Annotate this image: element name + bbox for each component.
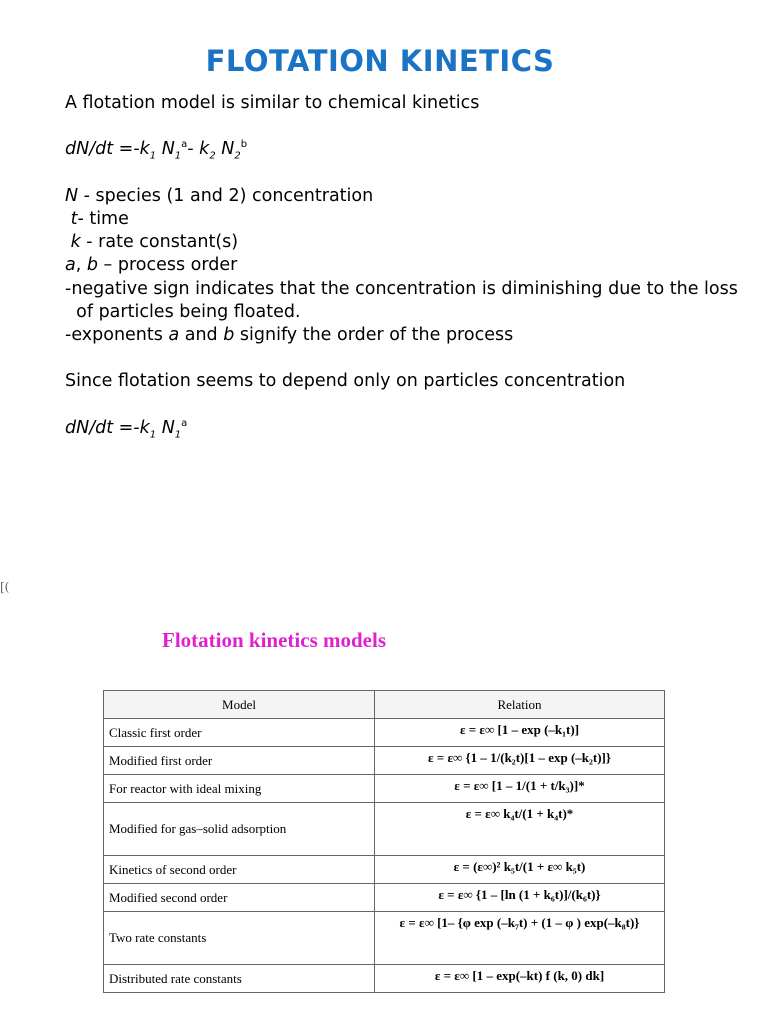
model-cell: For reactor with ideal mixing [104, 775, 375, 803]
intro-line: A flotation model is similar to chemical kinetics [65, 93, 480, 113]
table-row [104, 884, 665, 912]
since-line: Since flotation seems to depend only on particles concentration [65, 371, 626, 392]
relation-cell: ε = ε∞ [1 – exp(–kt) f (k, 0) dk] [375, 965, 665, 993]
simplified-equation: $dN/dt =-k_1$ $N_1^a$ [65, 417, 188, 441]
negative-sign-note-cont: of particles being floated. [65, 301, 301, 322]
relation-cell: ε = ε∞ [1– {φ exp (–k₇t) + (1 – φ ) exp(–k₈t)} [375, 912, 665, 965]
def-n: N - species (1 and 2) concentration [65, 185, 374, 206]
header-relation: Relation [375, 691, 665, 719]
model-cell: Distributed rate constants [104, 965, 375, 993]
model-cell: Classic first order [104, 719, 375, 747]
def-t: t- time [70, 208, 129, 229]
negative-sign-note: -negative sign indicates that the concentration is diminishing due to the loss [65, 278, 738, 299]
relation-cell: ε = ε∞ {1 – 1/(k₂t)[1 – exp (–k₂t)]} [375, 747, 665, 775]
def-ab: a, b – process order [65, 255, 238, 276]
table-row [104, 747, 665, 775]
model-cell: Kinetics of second order [104, 856, 375, 884]
relation-cell: ε = ε∞ k₄t/(1 + k₄t)* [375, 803, 665, 856]
table-row [104, 775, 665, 803]
models-table [103, 690, 665, 993]
model-cell: Modified second order [104, 884, 375, 912]
relation-cell: ε = ε∞ {1 – [ln (1 + k₆t)]/(k₆t)} [375, 884, 665, 912]
side-mark: [( [0, 580, 10, 594]
def-k: k - rate constant(s) [70, 232, 239, 253]
exponents-note: -exponents a and b signify the order of the process [65, 325, 514, 345]
table-row [104, 912, 665, 965]
table-row [104, 856, 665, 884]
relation-cell: ε = (ε∞)² k₅t/(1 + ε∞ k₅t) [375, 856, 665, 884]
rate-equation: $dN/dt =-k_1$ $N_1^a-$ $k_2$ $N_2^b$ [65, 139, 248, 162]
model-cell: Modified first order [104, 747, 375, 775]
table-header-row [104, 691, 665, 719]
relation-cell: ε = ε∞ [1 – 1/(1 + t/k₃)]* [375, 775, 665, 803]
body-text [65, 92, 745, 440]
table-row [104, 965, 665, 993]
table-row [104, 719, 665, 747]
table-row [104, 803, 665, 856]
model-cell: Two rate constants [104, 912, 375, 965]
models-title: Flotation kinetics models [162, 628, 386, 652]
page-title: FLOTATION KINETICS [205, 44, 555, 78]
header-model: Model [104, 691, 375, 719]
model-cell: Modified for gas–solid adsorption [104, 803, 375, 856]
relation-cell: ε = ε∞ [1 – exp (–k₁t)] [375, 719, 665, 747]
